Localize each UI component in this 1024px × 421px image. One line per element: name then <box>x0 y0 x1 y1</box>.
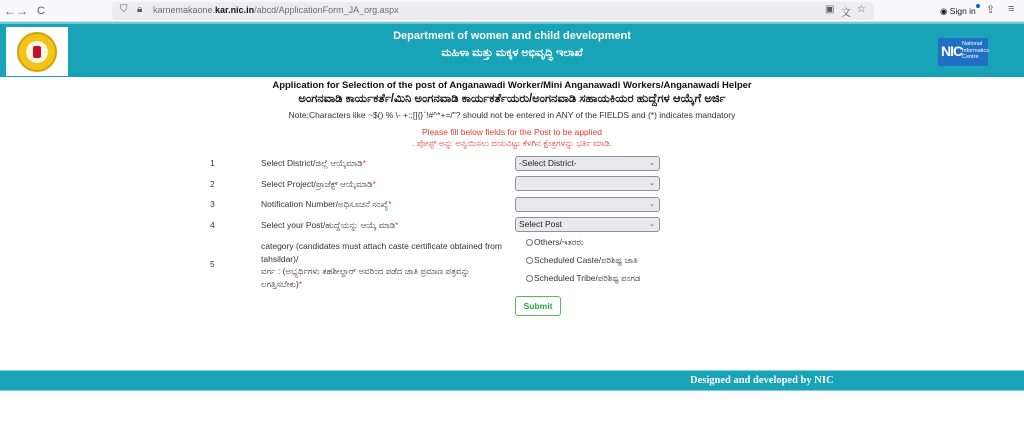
reload-icon[interactable]: C <box>37 5 45 17</box>
row-number: 2 <box>210 179 215 189</box>
nic-logo <box>938 38 988 66</box>
url-text[interactable] <box>153 5 399 15</box>
row-number: 5 <box>210 259 215 269</box>
row-number: 1 <box>210 158 215 168</box>
forward-icon[interactable]: → <box>16 4 28 18</box>
district-select-value: -Select District- <box>519 158 577 168</box>
chevron-down-icon: ⌄ <box>649 160 655 167</box>
account-icon: ◉ <box>940 6 950 16</box>
category-label-kannada: ವರ್ಗ : (ಅಭ್ಯರ್ಥಿಗಳು ತಹಶೀಲ್ದಾರ್ ಅವರಿಂದ ಪಡೆದ ಜಾತಿ ಪ್ರಮಾಣ ಪತ್ರವನ್ನು ಲಗತ್ತಿಸಬೇಕು) <box>261 266 470 289</box>
site-footer <box>0 370 1024 391</box>
fill-instruction: Please fill below fields for the Post to be applied <box>421 127 603 137</box>
post-select[interactable] <box>515 217 660 232</box>
radio-label: Others/ಇತರರು <box>534 237 584 247</box>
input-note: Note:Characters like ~$() % \- +:;[]{}`!#^*+=/"? should not be entered in ANY of the FIELDS and (*) indicates mandatory <box>288 110 736 120</box>
radio-label: Scheduled Tribe/ಪರಿಶಿಷ್ಟ ಪಂಗಡ <box>534 273 641 283</box>
site-header <box>0 22 1024 77</box>
extensions-icon[interactable]: ⇪ <box>986 4 996 16</box>
department-title-kannada: ಮಹಿಳಾ ಮತ್ತು ಮಕ್ಕಳ ಅಭಿವೃದ್ಧಿ ಇಲಾಖೆ <box>441 47 583 59</box>
required-marker: * <box>298 278 303 289</box>
back-icon[interactable]: ← <box>4 4 16 18</box>
reader-view-icon[interactable]: ▣ <box>825 4 835 15</box>
required-marker: * <box>362 158 366 168</box>
url-path: /abcd/ApplicationForm_JA_org.aspx <box>254 5 399 15</box>
radio-button[interactable] <box>526 275 533 282</box>
category-radio-scheduled-tribe[interactable] <box>526 273 640 284</box>
bookmark-star-icon[interactable]: ☆ <box>857 4 866 15</box>
radio-button[interactable] <box>526 257 533 264</box>
chevron-down-icon: ⌄ <box>649 180 655 187</box>
notification-number-label <box>261 199 392 210</box>
translate-icon[interactable]: 文 <box>841 8 851 19</box>
url-domain: kar.nic.in <box>215 5 255 15</box>
required-marker: * <box>388 199 392 209</box>
sign-in-button[interactable] <box>940 3 976 19</box>
required-marker: * <box>372 179 376 189</box>
shield-icon[interactable]: ⛉ <box>120 4 128 15</box>
submit-button[interactable]: Submit <box>515 296 561 316</box>
application-title: Application for Selection of the post of Anganawadi Worker/Mini Anganawadi Workers/Anganawadi Helper <box>272 80 752 91</box>
nic-logo-text: National Informatics Centre <box>962 41 989 60</box>
project-label-text: Select Project/ಪ್ರಾಜೆಕ್ಟ್ ಆಯ್ಕೆಮಾಡಿ <box>261 179 373 189</box>
post-label <box>261 220 398 231</box>
district-select[interactable] <box>515 156 660 171</box>
project-label <box>261 179 376 190</box>
department-title: Department of women and child development <box>393 30 631 42</box>
application-title-kannada: ಅಂಗನವಾಡಿ ಕಾರ್ಯಕರ್ತೆ/ಮಿನಿ ಅಂಗನವಾಡಿ ಕಾರ್ಯಕರ್ತೆಯರು/ಅಂಗನವಾಡಿ ಸಹಾಯಕಿಯರ ಹುದ್ದೆಗಳ ಆಯ್ಕೆಗೆ ಅರ್ಜಿ <box>298 93 726 105</box>
required-marker: * <box>395 220 399 230</box>
browser-toolbar <box>0 0 1024 22</box>
row-number: 4 <box>210 220 215 230</box>
category-label <box>261 240 511 290</box>
category-radio-scheduled-caste[interactable] <box>526 255 638 266</box>
notification-number-select[interactable] <box>515 197 660 212</box>
fill-instruction-kannada: . ಪೋಸ್ಟ್ ಅನ್ನು ಅನ್ವಯಿಸಲು ದಯವಿಟ್ಟು ಕೆಳಗಿನ ಕ್ಷೇತ್ರಗಳನ್ನು ಭರ್ತಿ ಮಾಡಿ. <box>411 138 613 148</box>
category-label-english: category (candidates must attach caste certificate obtained from tahsildar)/ <box>261 241 502 264</box>
post-label-text: Select your Post/ಹುದ್ದೆಯನ್ನು ಆಯ್ಕೆ ಮಾಡಿ <box>261 220 396 230</box>
radio-button[interactable] <box>526 239 533 246</box>
district-label-text: Select District/ಜಿಲ್ಲೆ ಆಯ್ಕೆಮಾಡಿ <box>261 158 363 168</box>
chevron-down-icon: ⌄ <box>649 201 655 208</box>
menu-icon[interactable]: ≡ <box>1008 3 1015 15</box>
notification-dot <box>976 4 980 8</box>
sign-in-label: Sign in <box>949 6 976 16</box>
notification-number-label-text: Notification Number/ಅಧಿಸೂಚನೆ ಸಂಖ್ಯೆ <box>261 199 389 209</box>
district-label <box>261 158 366 169</box>
address-bar[interactable] <box>112 2 874 20</box>
post-select-value: Select Post <box>519 219 562 229</box>
url-prefix: karnemakaone. <box>153 5 216 15</box>
chevron-down-icon: ⌄ <box>649 221 655 228</box>
row-number: 3 <box>210 199 215 209</box>
nic-logo-letters: NIC <box>941 43 963 59</box>
category-radio-others[interactable] <box>526 237 584 248</box>
footer-credit: Designed and developed by NIC <box>690 375 834 386</box>
project-select[interactable] <box>515 176 660 191</box>
radio-label: Scheduled Caste/ಪರಿಶಿಷ್ಟ ಜಾತಿ <box>534 255 638 265</box>
lock-icon[interactable]: 🔒︎ <box>137 4 143 15</box>
